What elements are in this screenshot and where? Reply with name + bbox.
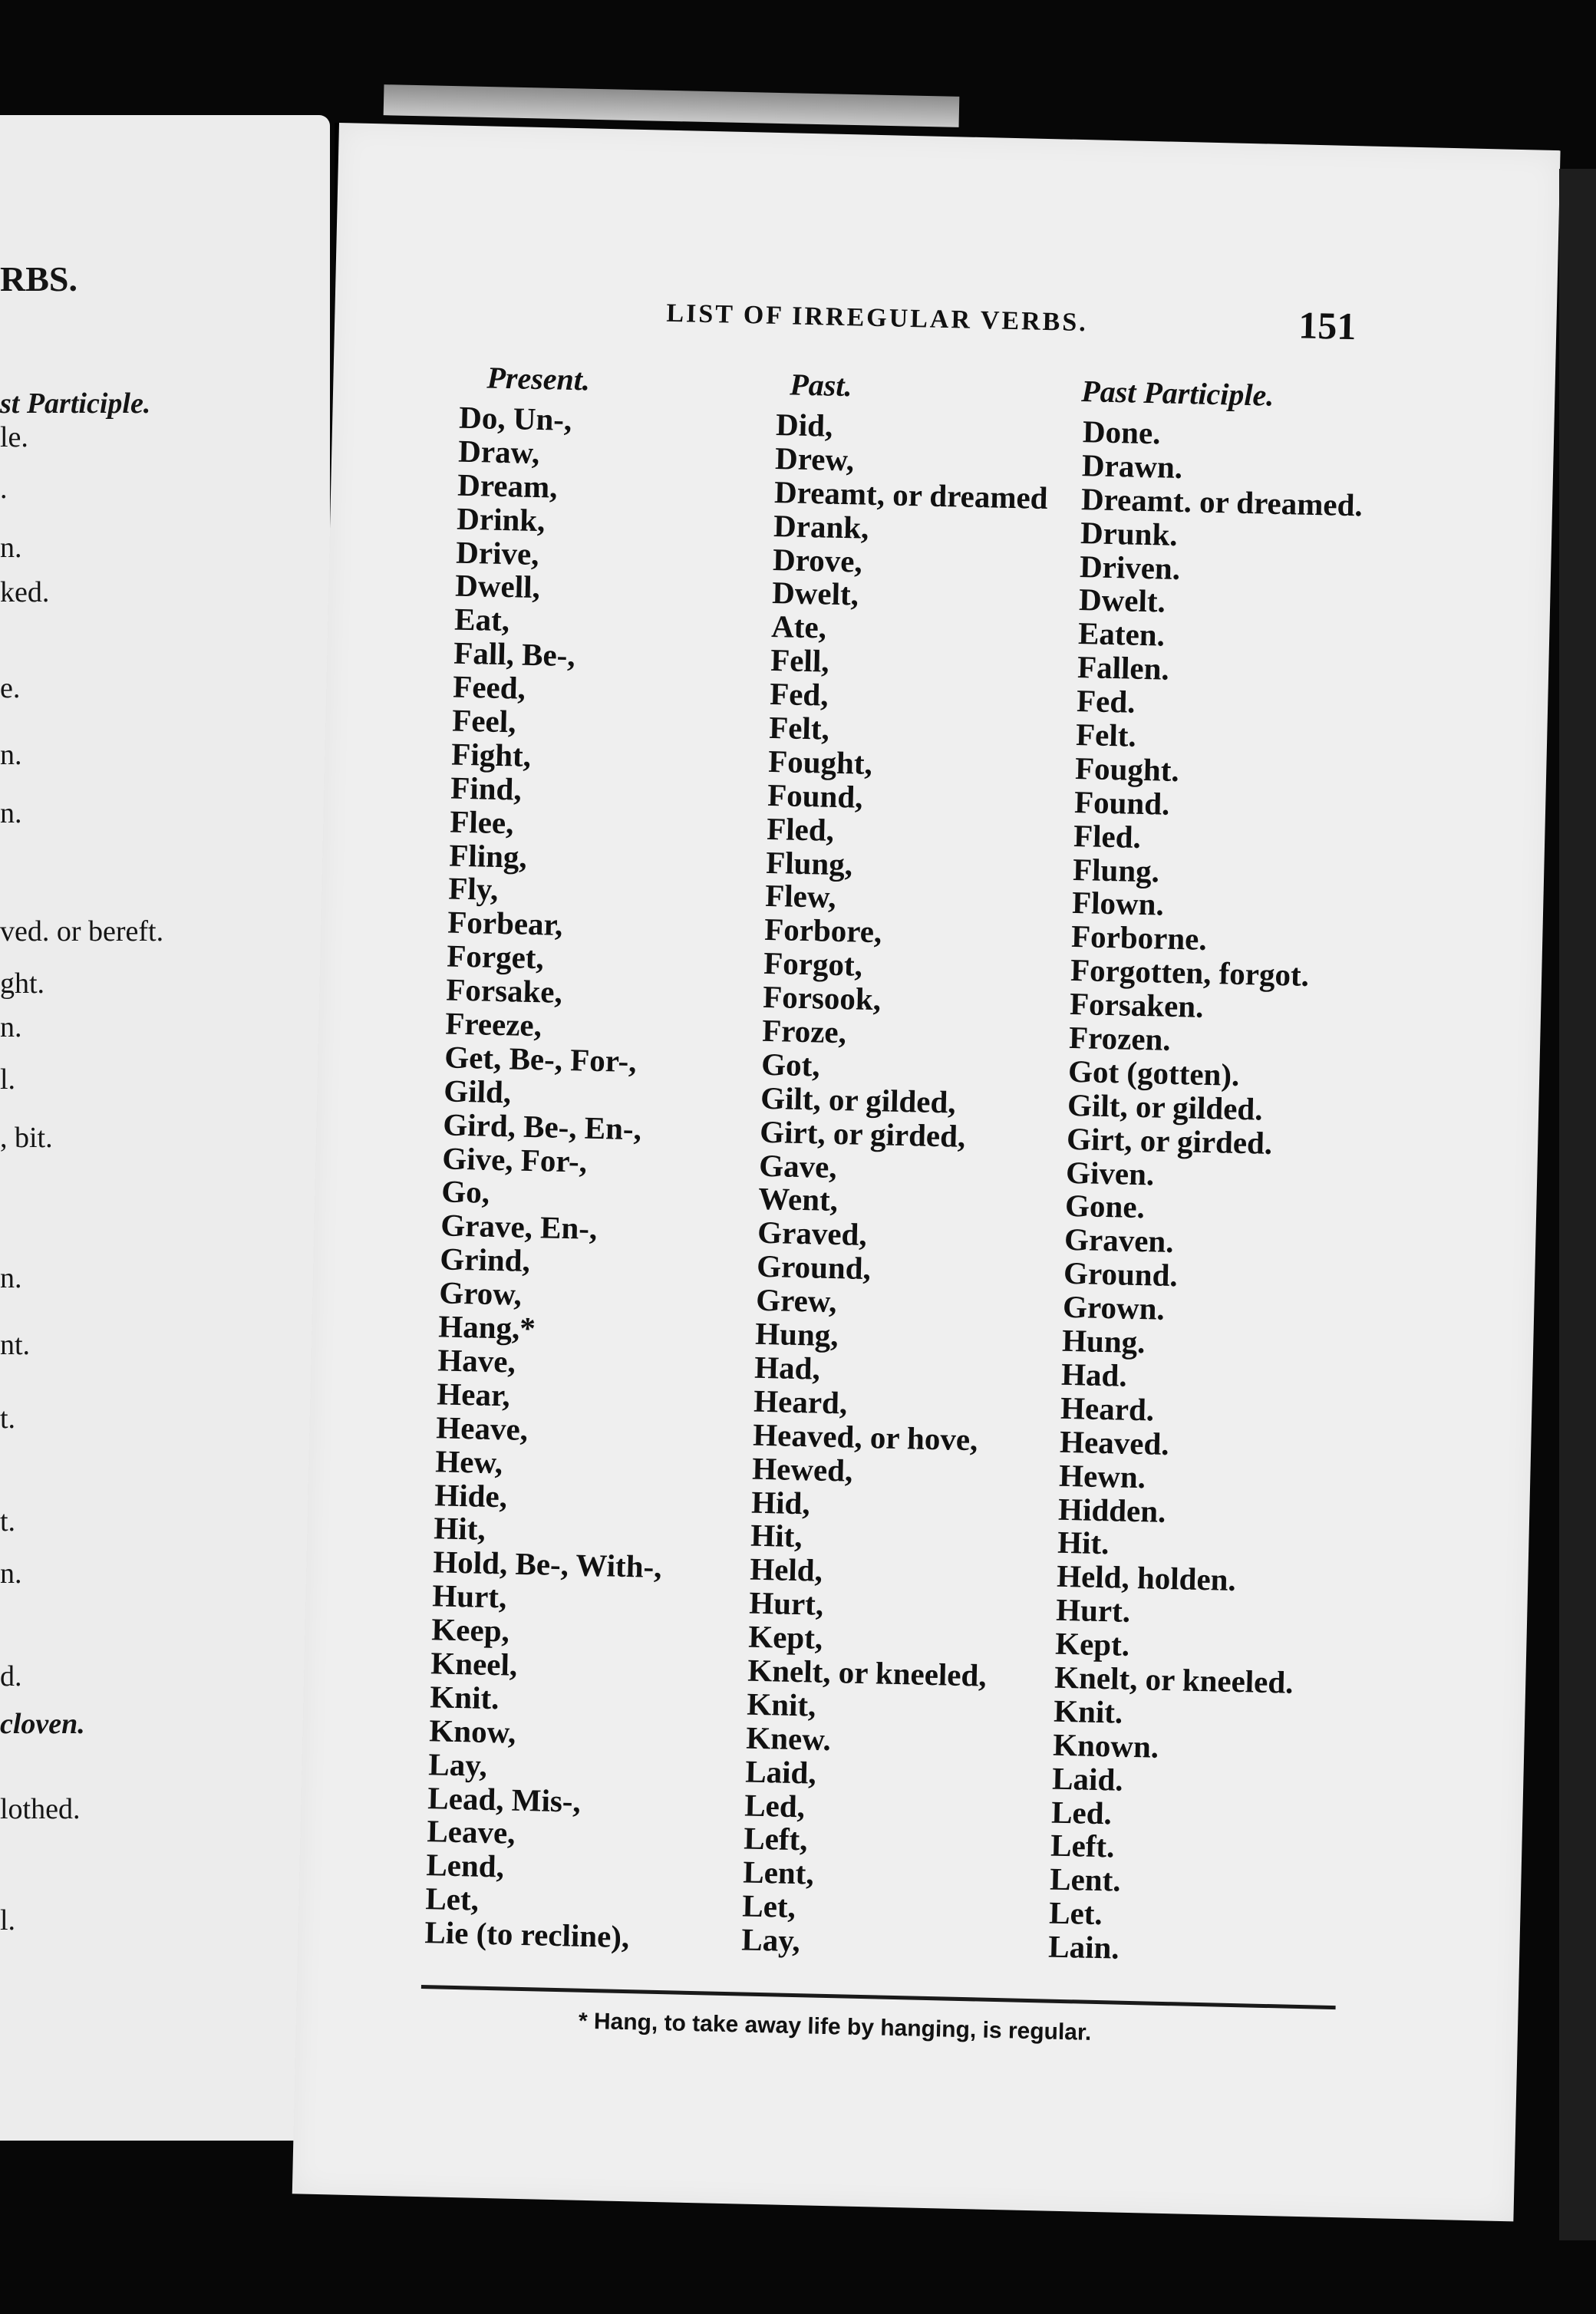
verb-past-participle: Drawn.: [1081, 447, 1183, 485]
verb-present: Forbear,: [447, 904, 563, 943]
verb-past: Heaved, or hove,: [752, 1416, 978, 1458]
verb-present: Grow,: [438, 1274, 523, 1312]
verb-past: Flung,: [765, 844, 853, 882]
verb-past: Forgot,: [763, 945, 863, 983]
verb-past-participle: Heard.: [1060, 1389, 1155, 1428]
torn-paper-strip: [384, 84, 960, 127]
verb-past-participle: Forborne.: [1070, 918, 1208, 958]
verb-past: Dwelt,: [771, 575, 859, 612]
verb-present: Drink,: [456, 500, 546, 538]
verb-past: Fought,: [767, 743, 873, 781]
verb-past: Found,: [767, 776, 863, 815]
verb-present: Leave,: [426, 1813, 516, 1851]
verb-present: Fling,: [448, 837, 528, 875]
verb-past-participle: Forsaken.: [1069, 986, 1204, 1024]
left-page-fragment: n.: [0, 738, 22, 771]
verb-past-participle: Heaved.: [1059, 1423, 1170, 1462]
verb-past-participle: Forgotten, forgot.: [1070, 952, 1310, 994]
verb-past: Had,: [753, 1349, 821, 1386]
verb-past-participle: Done.: [1082, 414, 1161, 451]
verb-past: Hit,: [750, 1518, 803, 1554]
verb-past: Ground,: [756, 1248, 872, 1287]
verb-past: Kept,: [747, 1618, 823, 1656]
verb-present: Know,: [428, 1712, 516, 1750]
verb-past-participle: Dreamt. or dreamed.: [1080, 480, 1364, 523]
verb-past: Heard,: [753, 1383, 848, 1421]
verb-present: Freeze,: [444, 1005, 542, 1043]
left-page-fragment: n.: [0, 1557, 22, 1590]
left-page-fragment: ved. or bereft.: [0, 915, 164, 948]
verb-past-participle: Held, holden.: [1056, 1558, 1237, 1598]
verb-present: Dwell,: [454, 568, 541, 605]
left-page-fragment: n.: [0, 797, 22, 830]
left-page-fragment: st Particiрle.: [0, 387, 151, 420]
verb-past: Fled,: [766, 810, 835, 848]
verb-past: Did,: [775, 407, 833, 443]
verb-past: Got,: [760, 1046, 821, 1083]
running-head: LIST OF IRREGULAR VERBS.: [666, 298, 1089, 338]
verb-present: Heave,: [435, 1409, 529, 1447]
verb-past: Held,: [749, 1551, 823, 1589]
left-page-fragment: d.: [0, 1660, 22, 1693]
verb-past: Led,: [744, 1787, 806, 1824]
verb-present: Grave, En-,: [440, 1207, 598, 1247]
left-page-fragment: n.: [0, 532, 22, 565]
right-page: [292, 123, 1561, 2221]
column-header-past-participle: Past Participle.: [1080, 374, 1274, 413]
verb-past: Knit,: [746, 1686, 816, 1723]
verb-present: Hurt,: [431, 1577, 507, 1615]
verb-past-participle: Got (gotten).: [1067, 1053, 1240, 1093]
left-page-fragment: n.: [0, 1262, 22, 1295]
verb-past: Drank,: [773, 507, 869, 546]
verb-past: Fed,: [769, 676, 829, 713]
verb-past: Girt, or girded,: [759, 1113, 966, 1154]
verb-present: Flee,: [449, 803, 514, 841]
verb-past: Knelt, or kneeled,: [747, 1652, 988, 1693]
verb-present: Hang,*: [437, 1308, 536, 1347]
verb-past-participle: Hung.: [1061, 1322, 1146, 1360]
verb-present: Do, Un-,: [458, 399, 572, 437]
verb-present: Go,: [440, 1173, 490, 1211]
verb-present: Feed,: [452, 668, 526, 706]
verb-past-participle: Girt, or girded.: [1066, 1120, 1273, 1161]
verb-past-participle: Left.: [1050, 1828, 1115, 1864]
verb-past-participle: Fought.: [1074, 750, 1180, 788]
verb-past-participle: Known.: [1052, 1726, 1159, 1765]
verb-present: Dream,: [457, 466, 559, 505]
left-page-fragment: , bit.: [0, 1122, 53, 1155]
verb-past-participle: Driven.: [1079, 548, 1181, 586]
verb-present: Hide,: [434, 1476, 508, 1514]
left-page-fragment: ked.: [0, 575, 50, 608]
verb-past: Let,: [741, 1887, 796, 1925]
verb-present: Gird, Be-, En-,: [442, 1106, 642, 1146]
verb-past-participle: Knelt, or kneeled.: [1054, 1659, 1294, 1700]
verb-present: Lend,: [425, 1847, 505, 1884]
left-page-fragment: cloven.: [0, 1707, 85, 1740]
verb-past: Graved,: [757, 1215, 868, 1253]
page-header: [335, 281, 1557, 354]
verb-past: Gave,: [758, 1147, 838, 1185]
left-page-fragment: t.: [0, 1505, 16, 1538]
column-header-present: Present.: [486, 360, 591, 397]
verb-past: Froze,: [761, 1012, 847, 1050]
verb-past-participle: Eaten.: [1077, 615, 1166, 653]
verb-past-participle: Fled.: [1073, 817, 1142, 855]
verb-past-participle: Dwelt.: [1078, 582, 1166, 620]
verb-present: Hew,: [434, 1442, 503, 1480]
left-page-fragment: nt.: [0, 1328, 31, 1361]
verb-past: Fell,: [770, 642, 830, 679]
verb-present: Knit.: [429, 1679, 500, 1716]
verb-past-participle: Led.: [1050, 1794, 1113, 1831]
verb-present: Have,: [437, 1342, 516, 1380]
verb-past-participle: Fed.: [1076, 683, 1136, 720]
verb-past-participle: Laid.: [1051, 1760, 1124, 1798]
verb-past-participle: Flung.: [1072, 851, 1160, 889]
left-page-fragment: l.: [0, 1904, 16, 1937]
verb-present: Fly,: [447, 870, 499, 908]
verb-past-participle: Kept.: [1054, 1625, 1130, 1663]
verb-past: Ate,: [770, 608, 827, 645]
verb-present: Lead, Mis-,: [427, 1779, 582, 1819]
verb-past: Hid,: [750, 1484, 811, 1521]
verb-past: Laid,: [744, 1753, 817, 1791]
verb-present: Forsake,: [445, 971, 563, 1010]
verb-past: Hewed,: [751, 1450, 853, 1488]
background-edge: [1559, 169, 1596, 2240]
verb-present: Lie (to recline),: [424, 1914, 630, 1955]
verb-past-participle: Hidden.: [1057, 1491, 1166, 1529]
verb-present: Hold, Be-, With-,: [432, 1544, 662, 1585]
verb-past-participle: Found.: [1073, 783, 1170, 822]
verb-past-participle: Gone.: [1064, 1188, 1146, 1225]
left-page-fragment: RBS.: [0, 259, 77, 298]
verb-present: Eat,: [453, 601, 510, 638]
verb-present: Let,: [425, 1881, 480, 1917]
verb-past: Felt,: [768, 709, 830, 747]
verb-present: Hear,: [436, 1376, 511, 1413]
verb-present: Drive,: [455, 534, 540, 572]
verb-past: Left,: [743, 1820, 809, 1857]
page-number: 151: [1298, 303, 1357, 348]
left-page-fragment: e.: [0, 671, 21, 704]
verb-present: Fight,: [450, 736, 532, 773]
verb-table: [298, 396, 1554, 1973]
verb-present: Gild,: [443, 1073, 512, 1110]
verb-past: Went,: [757, 1181, 839, 1218]
verb-past-participle: Hewn.: [1058, 1457, 1146, 1495]
left-page-fragment: le.: [0, 421, 28, 454]
verb-past-participle: Graven.: [1063, 1221, 1175, 1260]
left-page-fragment: ght.: [0, 967, 45, 1000]
verb-past-participle: Lent.: [1049, 1861, 1122, 1898]
verb-past-participle: Let.: [1048, 1894, 1103, 1932]
verb-present: Fall, Be-,: [453, 635, 576, 674]
verb-past: Lay,: [740, 1921, 801, 1959]
left-page-fragment: .: [0, 473, 8, 506]
verb-present: Give, For-,: [441, 1139, 588, 1179]
verb-past: Forbore,: [763, 911, 882, 950]
verb-past: Hung,: [754, 1315, 839, 1353]
verb-past-participle: Hurt.: [1055, 1591, 1131, 1630]
verb-past-participle: Grown.: [1062, 1288, 1166, 1327]
verb-past: Hurt,: [748, 1584, 824, 1622]
verb-past-participle: Flown.: [1071, 885, 1165, 923]
verb-present: Draw,: [457, 433, 540, 470]
verb-past-participle: Frozen.: [1068, 1019, 1172, 1057]
verb-past: Flew,: [764, 878, 837, 915]
verb-past-participle: Knit.: [1053, 1693, 1123, 1730]
left-page-fragment: l.: [0, 1063, 16, 1096]
verb-past-participle: Lain.: [1047, 1928, 1120, 1966]
verb-past-participle: Ground.: [1063, 1255, 1179, 1294]
verb-present: Kneel,: [430, 1645, 518, 1683]
verb-present: Find,: [450, 770, 523, 807]
verb-present: Grind,: [439, 1241, 531, 1279]
left-page-fragment: lothed.: [0, 1793, 81, 1826]
verb-past: Knew.: [745, 1719, 832, 1757]
column-headers: [334, 356, 1555, 413]
verb-past-participle: Gilt, or gilded.: [1067, 1086, 1264, 1127]
verb-past-participle: Drunk.: [1080, 514, 1179, 552]
verb-present: Lay,: [427, 1745, 488, 1783]
verb-past: Dreamt, or dreamed: [773, 473, 1049, 516]
verb-present: Keep,: [430, 1611, 510, 1649]
left-page-fragment: t.: [0, 1402, 16, 1435]
verb-past: Drew,: [774, 440, 855, 478]
verb-present: Feel,: [451, 702, 516, 740]
verb-past: Grew,: [755, 1281, 837, 1320]
verb-past: Gilt, or gilded,: [760, 1080, 957, 1120]
column-header-past: Past.: [789, 367, 853, 404]
left-page-fragment: n.: [0, 1011, 22, 1044]
verb-past: Lent,: [742, 1854, 815, 1891]
verb-past-participle: Felt.: [1075, 717, 1137, 753]
verb-past-participle: Given.: [1065, 1154, 1155, 1192]
verb-past-participle: Fallen.: [1077, 649, 1170, 687]
verb-present: Forget,: [446, 938, 545, 976]
left-page: [0, 115, 330, 2141]
verb-past: Forsook,: [762, 978, 882, 1017]
verb-past: Drove,: [772, 541, 863, 579]
footnote-rule: [421, 1985, 1336, 2009]
verb-past-participle: Hit.: [1057, 1525, 1110, 1561]
verb-present: Hit,: [433, 1510, 486, 1548]
verb-past-participle: Had.: [1060, 1356, 1128, 1393]
verb-present: Get, Be-, For-,: [444, 1039, 637, 1080]
footnote: * Hang, to take away life by hanging, is regular.: [578, 2008, 1092, 2045]
